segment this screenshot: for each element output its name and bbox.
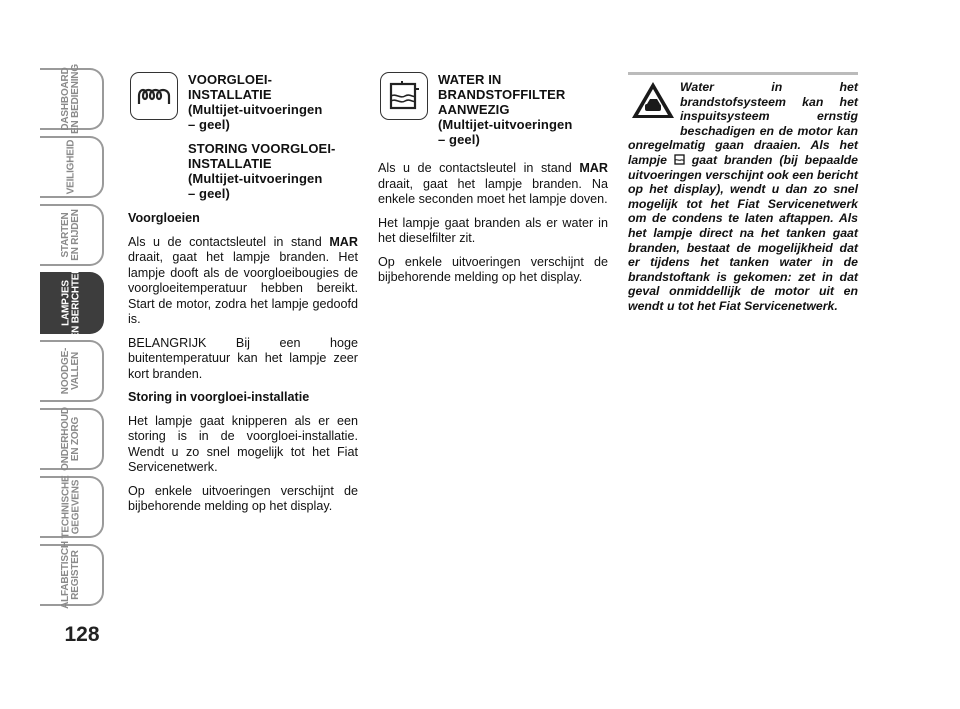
tab-noodgevallen[interactable] xyxy=(40,340,104,402)
tab-label: ALFABETISCH xyxy=(60,541,71,609)
tab-label: VALLEN xyxy=(69,351,81,391)
page-number: 128 xyxy=(64,623,100,646)
tab-starten[interactable] xyxy=(40,204,104,266)
heading-line: (Multijet-uitvoeringen xyxy=(188,102,323,117)
paragraph: Het lampje gaat branden als er water in het dieselfilter zit. xyxy=(378,215,608,245)
key-position: MAR xyxy=(329,234,358,249)
paragraph xyxy=(378,161,608,208)
text: Als u de contactsleutel in stand xyxy=(128,234,330,249)
tab-dashboard[interactable] xyxy=(40,64,104,134)
heading-line: WATER IN xyxy=(438,72,502,87)
heading-line: BRANDSTOFFILTER xyxy=(438,87,566,102)
heading-line: STORING VOORGLOEI- xyxy=(188,141,336,156)
text: Als u de contactsleutel in stand xyxy=(378,161,580,175)
heading-line: VOORGLOEI- xyxy=(188,72,273,87)
tab-label: GEGEVENS xyxy=(70,479,82,535)
tab-technische-gegevens[interactable] xyxy=(40,476,104,538)
paragraph: BELANGRIJK Bij een hoge buitentemperatuur kan het lampje zeer kort branden. xyxy=(128,335,358,381)
paragraph: Het lampje gaat knipperen als er een storing is in de voorgloei-installatie. Wendt u zo snel mogelijk tot het Fiat Servicenetwerk. xyxy=(128,413,358,474)
float-spacer xyxy=(628,80,680,124)
tab-label: EN RIJDEN xyxy=(69,209,81,261)
key-position: MAR xyxy=(579,161,608,175)
heading-glow-plug-fault xyxy=(188,141,358,201)
heading-line: (Multijet-uitvoeringen xyxy=(188,171,323,186)
tab-label: ONDERHOUD xyxy=(60,407,72,471)
heading-line: INSTALLATIE xyxy=(188,156,272,171)
heading-line: AANWEZIG xyxy=(438,102,510,117)
paragraph xyxy=(128,235,358,328)
tab-label: STARTEN xyxy=(59,212,71,258)
tab-label: EN BEDIENING xyxy=(70,64,81,134)
tab-onderhoud[interactable] xyxy=(40,408,104,470)
column-water-in-fuel xyxy=(378,72,608,294)
warning-divider xyxy=(628,72,858,75)
tab-label: EN BERICHTEN xyxy=(70,266,82,340)
heading-glow-plug xyxy=(188,72,358,132)
heading-line: – geel) xyxy=(438,132,480,147)
tab-lampjes[interactable] xyxy=(40,266,104,340)
heading-line: (Multijet-uitvoeringen xyxy=(438,117,573,132)
tab-register[interactable] xyxy=(40,541,104,609)
heading-line: – geel) xyxy=(188,186,230,201)
tab-label: NOODGE- xyxy=(59,347,71,395)
warning-text-part: gaat branden (bij bepaalde uitvoeringen verschijnt ook een bericht op het display), wendt u dan zo snel mogelijk tot het Fiat Servicenetwerk om de condens te laten aftappen. Als het lampje direct na het tanken gaat branden, bestaat de mogelijkheid dat er tijdens het tanken water in de brandstoftank is gekomen: zet in dat geval onmiddellijk de motor uit en wendt u tot het Fiat Servicenetwerk. xyxy=(628,152,858,313)
text: draait, gaat het lampje branden. Het lampje dooft als de voorgloeibougies de voorgloeitemperatuur hebben bereikt. Start de motor, zodra het lampje gedoofd is. xyxy=(128,250,358,326)
heading-line: INSTALLATIE xyxy=(188,87,272,102)
tab-label: TECHNISCHE xyxy=(60,475,72,539)
tab-veiligheid[interactable] xyxy=(40,136,104,198)
paragraph: Op enkele uitvoeringen verschijnt de bijbehorende melding op het display. xyxy=(128,483,358,513)
subheading-storing: Storing in voorgloei-installatie xyxy=(128,390,310,404)
column-glow-plug xyxy=(128,72,358,523)
warning-text xyxy=(628,80,858,314)
heading-line: – geel) xyxy=(188,117,230,132)
tab-label: DASHBOARD xyxy=(60,67,71,131)
tab-label: EN ZORG xyxy=(70,416,82,462)
tab-label: REGISTER xyxy=(70,550,81,600)
subheading-voorgloeien: Voorgloeien xyxy=(128,211,200,225)
heading-water-in-fuel xyxy=(438,72,608,147)
text: draait, gaat het lampje branden. Na enkele seconden moet het lampje doven. xyxy=(378,176,608,206)
paragraph: Op enkele uitvoeringen verschijnt de bijbehorende melding op het display. xyxy=(378,254,608,284)
tab-label: LAMPJES xyxy=(60,280,72,326)
warning-text-part: Water in het brandstofsysteem kan het inspuitsysteem ernstig beschadigen en de motor kan onregelmatig gaan draaien. Als het lampje xyxy=(628,80,858,167)
water-in-fuel-inline-icon xyxy=(674,154,685,165)
tab-label: VEILIGHEID xyxy=(65,139,76,195)
